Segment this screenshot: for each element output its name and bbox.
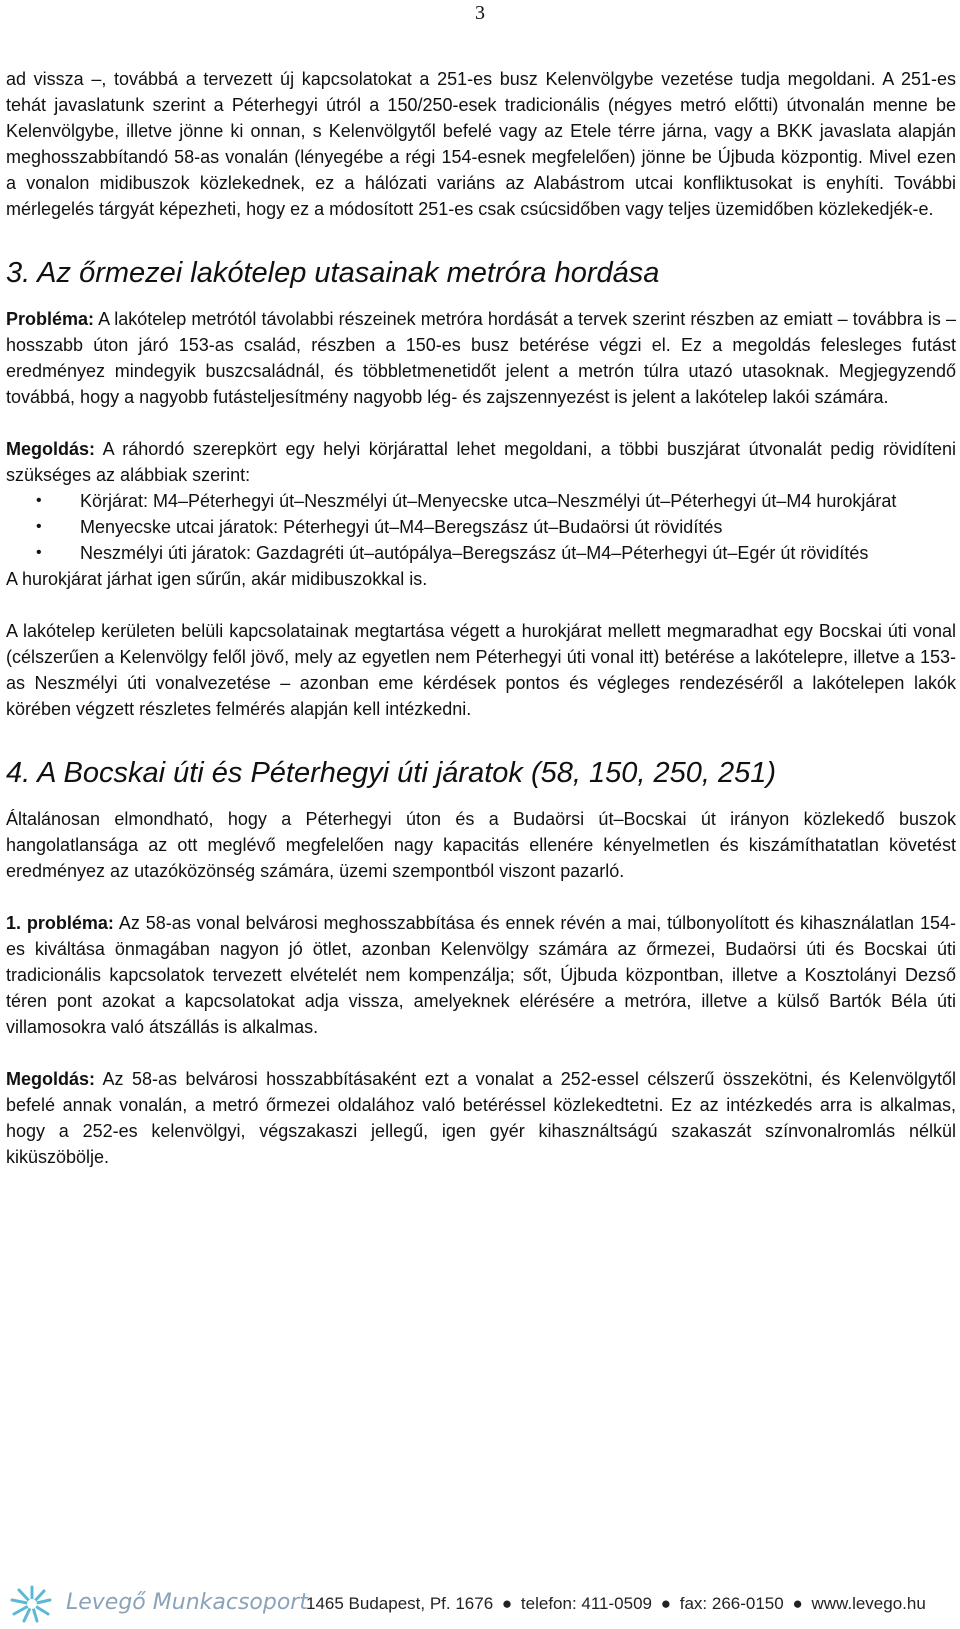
list-item: • Neszmélyi úti járatok: Gazdagréti út–autópálya–Beregszász út–M4–Péterhegyi út–Egér út rövidítés <box>6 540 956 566</box>
after-list-text: A hurokjárat járhat igen sűrűn, akár midibuszokkal is. <box>6 569 428 589</box>
postal-address: 1465 Budapest, Pf. 1676 <box>306 1594 494 1613</box>
page-footer <box>0 1584 960 1624</box>
problem-text: A lakótelep metrótól távolabbi részeinek metróra hordását a tervek szerint részben az emiatt – továbbra is – hosszabb úton járó 153-as család, részben a 150-es busz betérése végzi el. Ez a megoldás felesleges futást eredményez mindegyik buszcsaládnál, és többletmenetidőt jelent a metrón túlra utazó utasoknak. Megjegyzendő továbbá, hogy a nagyobb futásteljesítmény nagyobb lég- és zajszennyezést is jelent a lakótelep lakói számára. <box>6 309 956 407</box>
problem-label: Probléma: <box>6 309 95 329</box>
separator-dot: ● <box>792 1594 803 1613</box>
solution-label: Megoldás: <box>6 439 96 459</box>
section-4-paragraph-1: Általánosan elmondható, hogy a Péterhegyi úton és a Budaörsi út–Bocskai út irányon közlekedő buszok hangolatlansága az ott meglévő megfelelően nagy kapacitás ellenére kényelmetlen és kiszámíthatatlan követést eredményez az utazóközönség számára, üzemi szempontból viszont pazarló. <box>6 809 956 881</box>
section-3-paragraph-2: A lakótelep kerületen belüli kapcsolatainak megtartása végett a hurokjárat mellett megmaradhat egy Bocskai úti vonal (célszerűen a Kelenvölgy felől jövő, mely az egyetlen nem Péterhegyi úti vonal itt) betérése a lakótelepre, illetve a 153-as Neszmélyi úti vonalvezetése – azonban eme kérdések pontos és végleges rendezéséről a lakótelepen lakók körében végzett részletes felmérés alapján kell intézkedni. <box>6 621 956 719</box>
solution-text: Az 58-as belvárosi hosszabbításaként ezt a vonalat a 252-essel célszerű összekötni, és Kelenvölgytől befelé annak vonalán, a metró őrmezei oldalához való betéréssel közlekedtetni. Ez az intézkedés arra is alkalmas, hogy a 252-es kelenvölgyi, végszakaszi jellegű, igen gyér kihasználtságú szakaszát színvonalromlás nélkül kiküszöbölje. <box>6 1069 956 1167</box>
list-item: • Menyecske utcai járatok: Péterhegyi út–M4–Beregszász út–Budaörsi út rövidítés <box>6 514 956 540</box>
section-4-heading: 4. A Bocskai úti és Péterhegyi úti járatok (58, 150, 250, 251) <box>6 757 777 789</box>
phone-number: telefon: 411-0509 <box>520 1594 652 1613</box>
page-number: 3 <box>475 2 485 24</box>
section-3-heading: 3. Az őrmezei lakótelep utasainak metróra hordása <box>6 257 660 289</box>
section-3-solution <box>6 436 956 488</box>
document-body <box>6 66 956 1170</box>
section-3-problem <box>6 306 956 410</box>
organization-logo <box>4 1584 308 1624</box>
problem-text: Az 58-as vonal belvárosi meghosszabbítása és ennek révén a mai, túlbonyolított és kihasználatlan 154-es kiváltása önmagában nagyon jó ötlet, azonban Kelenvölgy számára az őrmezei, Budaörsi úti és Bocskai úti tradicionális kapcsolatok tervezett elvételét nem kompenzálja; sőt, Újbuda központban, illetve a Kosztolányi Dezső téren pont azokat a kapcsolatokat adja vissza, amelyeknek elérésére a metróra, illetve a külső Bartók Béla úti villamosokra való átszállás is alkalmas. <box>6 913 956 1037</box>
website-link[interactable]: www.levego.hu <box>811 1594 926 1613</box>
fax-number: fax: 266-0150 <box>679 1594 784 1613</box>
contact-info <box>306 1594 926 1614</box>
list-item: • Körjárat: M4–Péterhegyi út–Neszmélyi út–Menyecske utca–Neszmélyi út–Péterhegyi út–M4 hurokjárat <box>6 488 956 514</box>
section-4-solution <box>6 1066 956 1170</box>
section-4-problem <box>6 910 956 1040</box>
route-list <box>6 488 956 566</box>
problem-label: 1. probléma: <box>6 913 114 933</box>
separator-dot: ● <box>501 1594 513 1613</box>
logo-text: Levegő Munkacsoport <box>66 1590 308 1615</box>
solution-label: Megoldás: <box>6 1069 96 1089</box>
separator-dot: ● <box>660 1594 671 1613</box>
solution-text: A ráhordó szerepkört egy helyi körjárattal lehet megoldani, a többi buszjárat útvonalát pedig rövidíteni szükséges az alábbiak szerint: <box>6 439 956 485</box>
sunburst-logo-icon <box>4 1584 60 1624</box>
intro-paragraph: ad vissza –, továbbá a tervezett új kapcsolatokat a 251-es busz Kelenvölgybe vezetése tudja megoldani. A 251-es tehát javaslatunk szerint a Péterhegyi útról a 150/250-esek tradicionális (négyes metró előtti) útvonalán menne be Kelenvölgybe, illetve jönne ki onnan, s Kelenvölgytől befelé vagy az Etele térre járna, vagy a BKK javaslata alapján meghosszabbítandó 58-as vonalán (lényegébe a régi 154-esnek megfelelően) jönne be Újbuda központig. Mivel ezen a vonalon midibuszok közlekednek, ez a hálózati variáns az Alabástrom utcai konfliktusokat is enyhíti. További mérlegelés tárgyát képezheti, hogy ez a módosított 251-es csak csúcsidőben vagy teljes üzemidőben közlekedjék-e. <box>6 69 956 219</box>
